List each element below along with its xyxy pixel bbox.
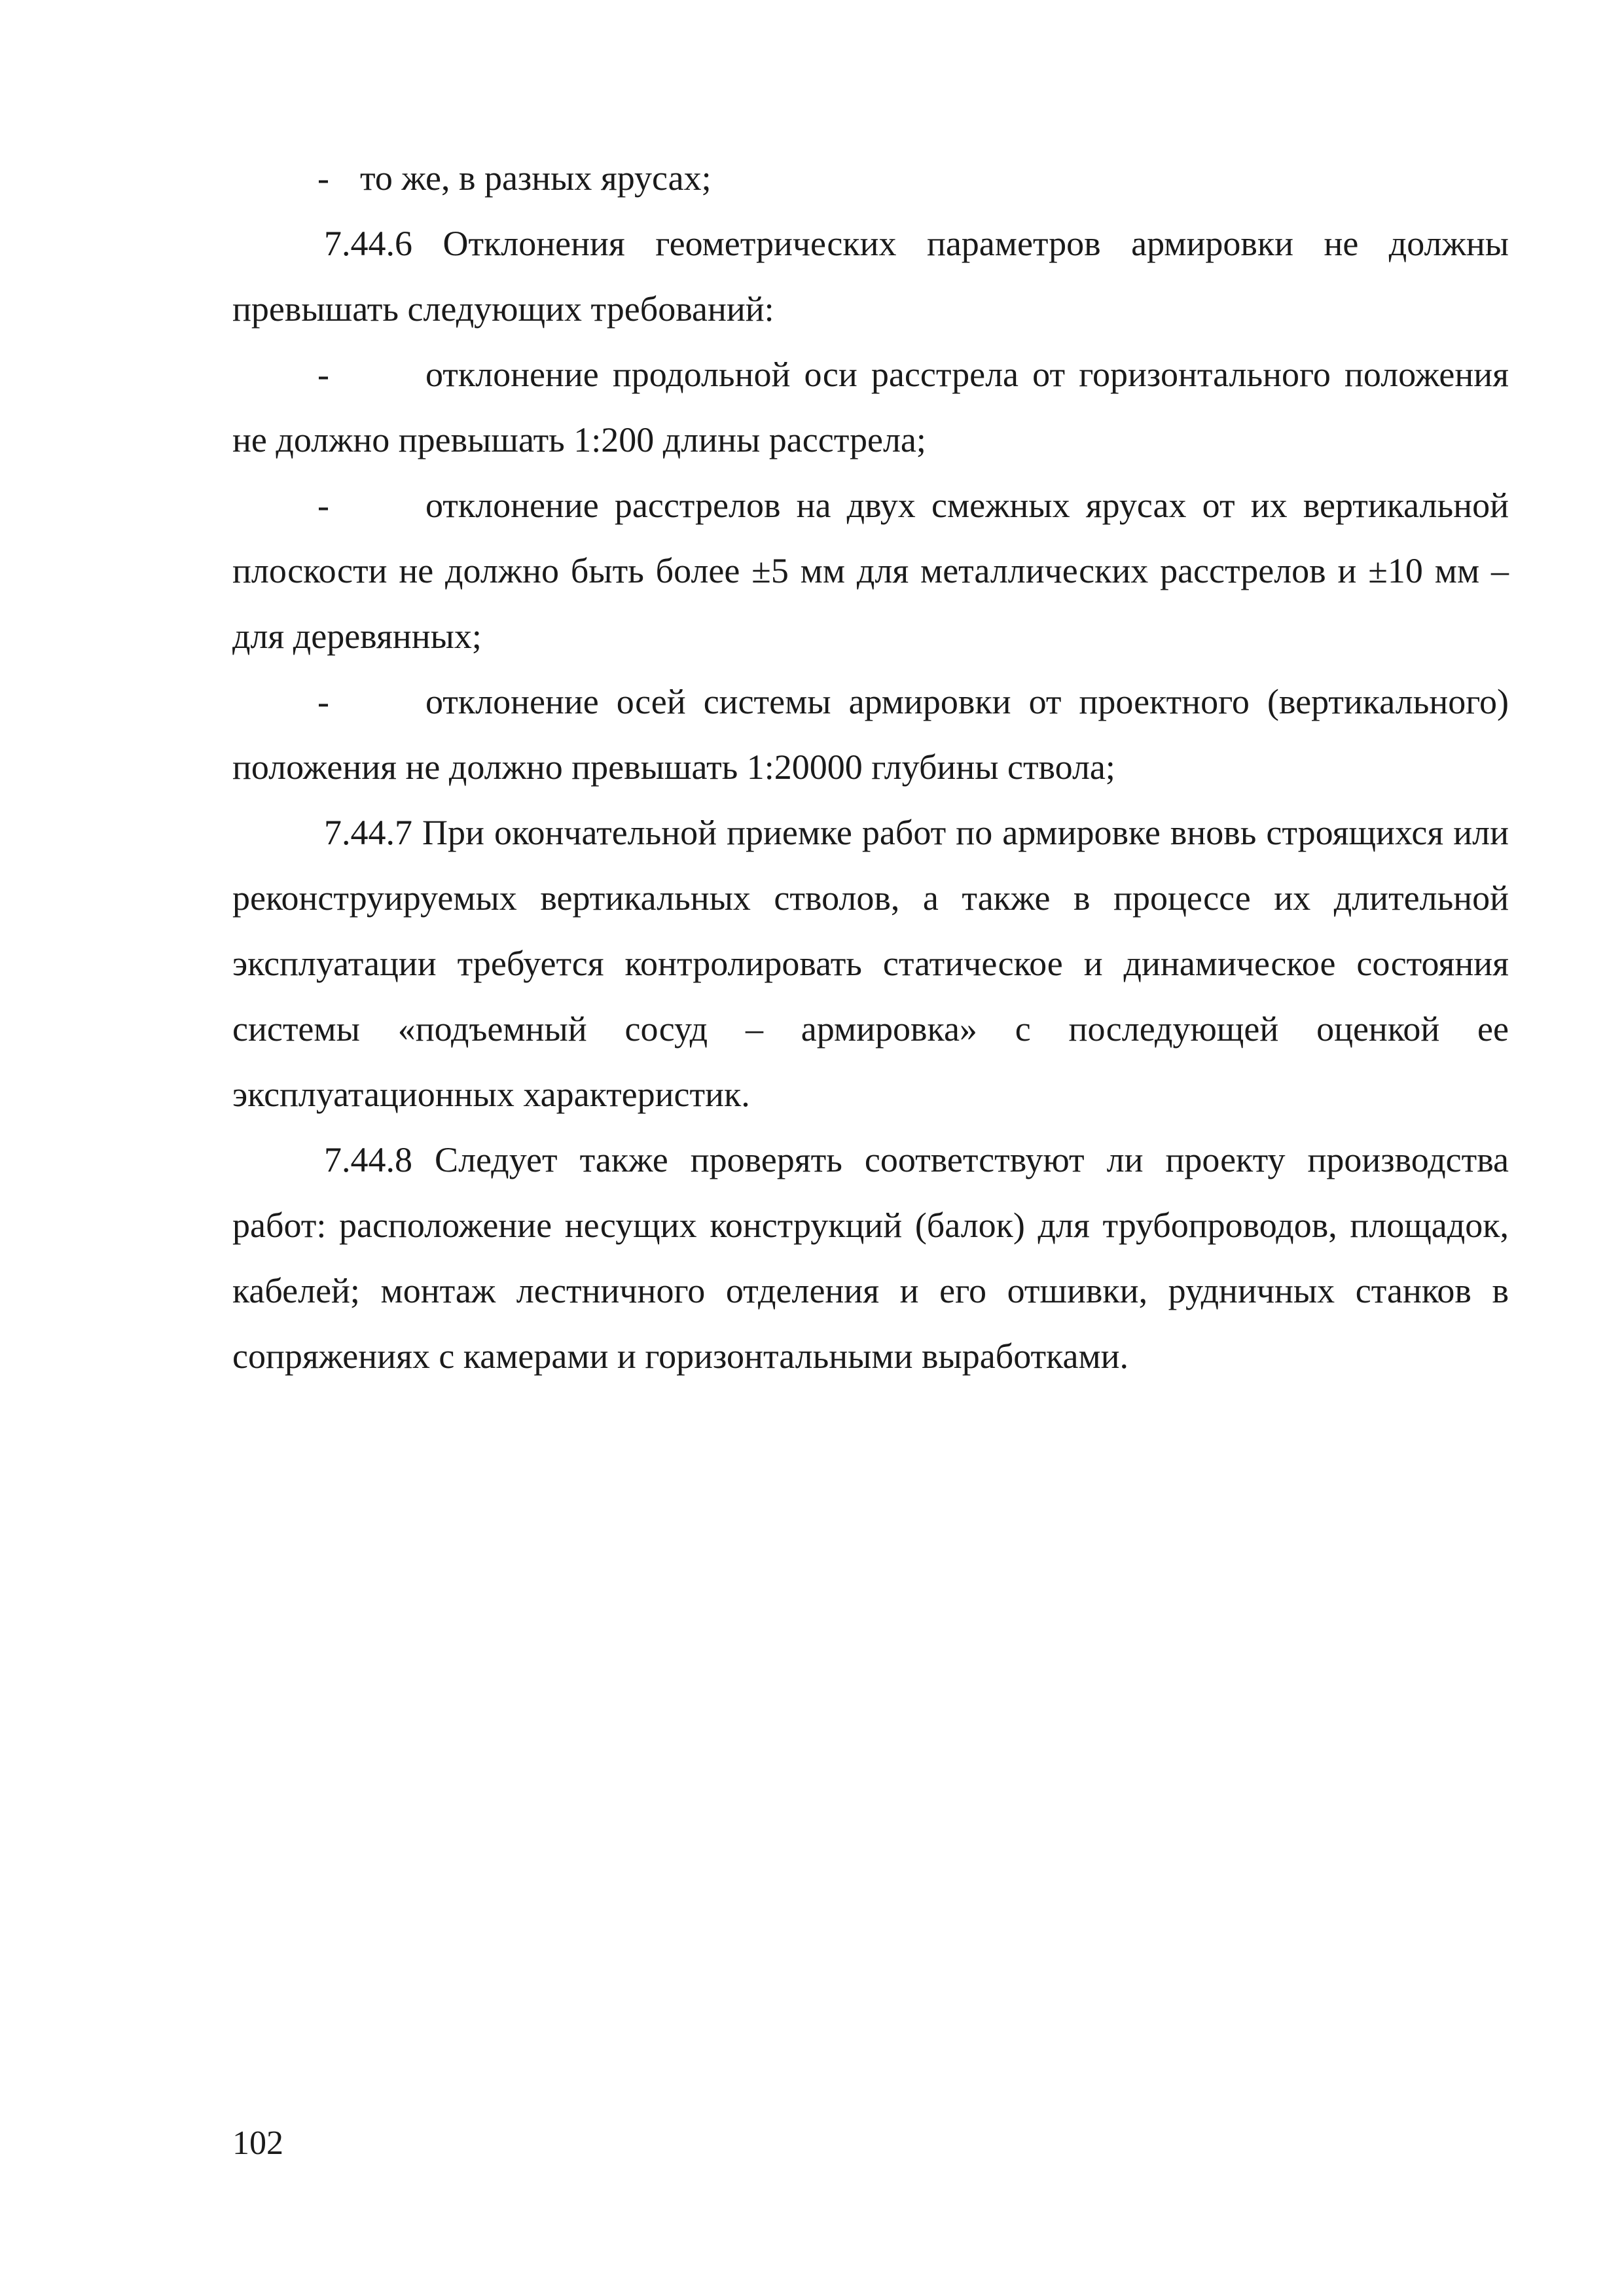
list-item: [232, 342, 1509, 473]
list-dash: -: [317, 682, 329, 721]
paragraph-7-44-8: 7.44.8 Следует также проверять соответствуют ли проекту производства работ: расположение несущих конструкций (балок) для трубопроводов, площадок, кабелей; монтаж лестничного отделения и его отшивки, рудничных станков в сопряжениях с камерами и горизонтальными выработками.: [232, 1140, 1509, 1376]
paragraph-7-44-7: 7.44.7 При окончательной приемке работ по армировке вновь строящихся или реконструируемых вертикальных стволов, а также в процессе их длительной эксплуатации требуется контролировать статическое и динамическое состояния системы «подъемный сосуд – армировка» с последующей оценкой ее эксплуатационных характеристик.: [232, 813, 1509, 1114]
list-item-text: отклонение продольной оси расстрела от горизонтального положения не должно превышать 1:200 длины расстрела;: [232, 355, 1509, 459]
list-item: [232, 145, 1509, 211]
list-item-text: отклонение осей системы армировки от проектного (вертикального) положения не должно превышать 1:20000 глубины ствола;: [232, 682, 1509, 787]
list-dash: -: [317, 355, 329, 394]
list-item: [232, 473, 1509, 669]
page-number: 102: [232, 2125, 283, 2162]
list-dash: -: [317, 486, 329, 525]
list-item-text: то же, в разных ярусах;: [360, 158, 712, 198]
list-item: [232, 669, 1509, 800]
list-item-text: отклонение расстрелов на двух смежных ярусах от их вертикальной плоскости не должно быть более ±5 мм для металлических расстрелов и ±10 мм – для деревянных;: [232, 486, 1509, 656]
paragraph-7-44-6: 7.44.6 Отклонения геометрических параметров армировки не должны превышать следующих требований:: [232, 224, 1509, 329]
list-dash: -: [317, 158, 329, 198]
body-text: [232, 145, 1509, 1389]
